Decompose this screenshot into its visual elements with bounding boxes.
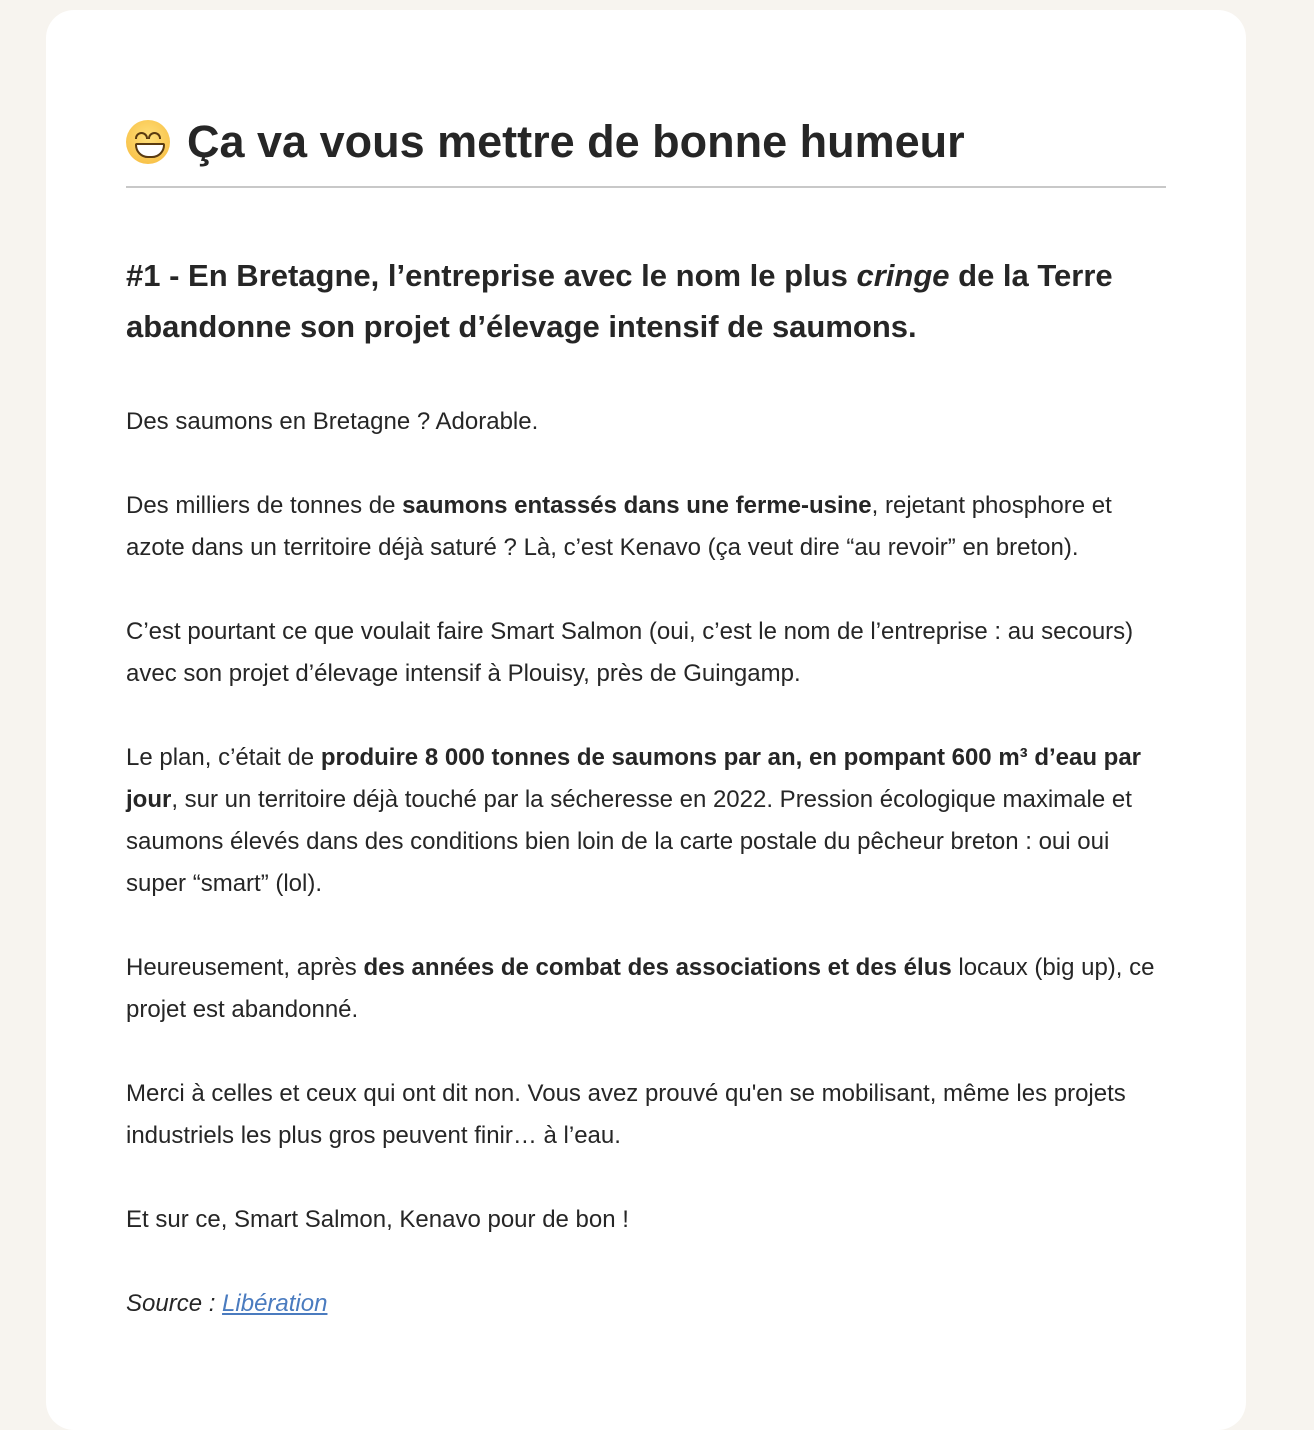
article-heading: [126, 250, 1166, 352]
text: Heureusement, après: [126, 954, 364, 981]
section-title: [126, 114, 965, 170]
section-title-text: Ça va vous mettre de bonne humeur: [187, 116, 965, 167]
bold-text: des années de combat des associations et des élus: [363, 954, 952, 981]
source-label: Source :: [126, 1290, 223, 1317]
paragraph: [126, 737, 1166, 905]
source-line: [126, 1283, 1166, 1325]
bold-text: saumons entassés dans une ferme-usine: [402, 492, 872, 519]
paragraph: [126, 947, 1166, 1031]
paragraph: Merci à celles et ceux qui ont dit non. Vous avez prouvé qu'en se mobilisant, même les projets industriels les plus gros peuvent finir… à l’eau.: [126, 1080, 1126, 1149]
paragraph: C’est pourtant ce que voulait faire Smart Salmon (oui, c’est le nom de l’entreprise : au secours) avec son projet d’élevage intensif à Plouisy, près de Guingamp.: [126, 618, 1134, 687]
grinning-face-icon: [126, 120, 170, 164]
heading-text: de la Terre abandonne son projet d’élevage intensif de saumons.: [126, 258, 1113, 344]
article-body: [126, 401, 1166, 1367]
paragraph: [126, 485, 1166, 569]
source-link[interactable]: Libération: [222, 1290, 328, 1317]
text: , rejetant phosphore et azote dans un territoire déjà saturé ? Là, c’est Kenavo (ça veut dire “au revoir” en breton).: [126, 492, 1112, 561]
text: locaux (big up), ce projet est abandonné.: [126, 954, 1155, 1023]
paragraph: Et sur ce, Smart Salmon, Kenavo pour de bon !: [126, 1206, 629, 1233]
text: Des milliers de tonnes de: [126, 492, 403, 519]
paragraph: Des saumons en Bretagne ? Adorable.: [126, 408, 539, 435]
heading-italic: cringe: [856, 258, 950, 293]
text: Le plan, c’était de: [126, 744, 321, 771]
heading-text: #1 - En Bretagne, l’entreprise avec le nom le plus: [126, 258, 857, 293]
section-divider: [126, 186, 1166, 188]
text: , sur un territoire déjà touché par la sécheresse en 2022. Pression écologique maximale et saumons élevés dans des conditions bien loin de la carte postale du pêcheur breton : oui oui super “smart” (lol).: [126, 786, 1132, 897]
bold-text: produire 8 000 tonnes de saumons par an, en pompant 600 m³ d’eau par jour: [126, 744, 1142, 813]
newsletter-card: [46, 10, 1246, 1430]
